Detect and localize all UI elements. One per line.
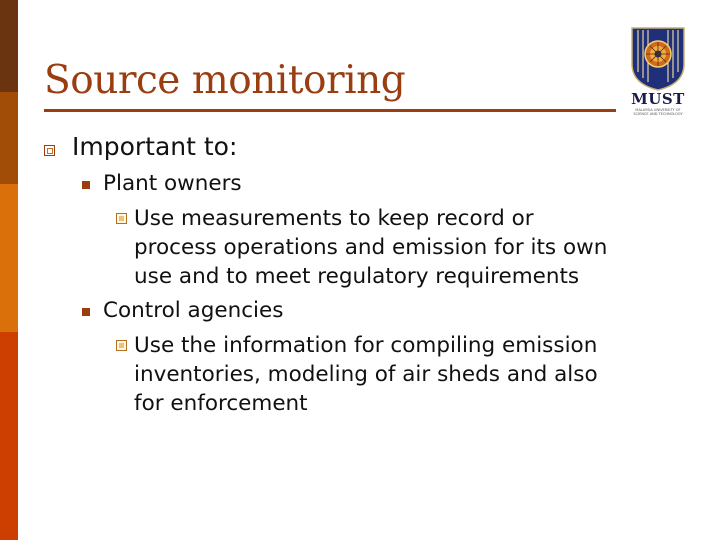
sidebar-segment-1 — [0, 0, 18, 92]
level2-bullet-icon — [82, 308, 90, 316]
level1-bullet-icon — [44, 145, 55, 156]
sidebar-segment-2 — [0, 92, 18, 184]
level3-bullet-icon — [116, 340, 127, 351]
logo-wordmark: MUST — [631, 90, 685, 108]
sub-item-line: Use the information for compiling emission — [134, 333, 598, 358]
sub-item-line: inventories, modeling of air sheds and also — [134, 362, 598, 387]
sub-item-line: use and to meet regulatory requirements — [134, 264, 580, 289]
sub-item-line: for enforcement — [134, 391, 308, 416]
item-plant-owners: Plant owners — [103, 171, 242, 196]
sidebar-segment-4 — [0, 332, 18, 540]
item-control-agencies: Control agencies — [103, 298, 284, 323]
sub-item-line: Use measurements to keep record or — [134, 206, 534, 231]
level3-bullet-icon — [116, 213, 127, 224]
title-underline — [44, 109, 616, 112]
bullet-important: Important to: — [72, 132, 238, 161]
slide-title: Source monitoring — [44, 58, 406, 103]
logo-caption: MALAYSIA UNIVERSITY OF SCIENCE AND TECHNOLOGY — [633, 108, 683, 116]
sidebar-segment-3 — [0, 184, 18, 332]
sidebar-color-bar — [0, 0, 18, 540]
level2-bullet-icon — [82, 181, 90, 189]
sub-item-line: process operations and emission for its own — [134, 235, 608, 260]
